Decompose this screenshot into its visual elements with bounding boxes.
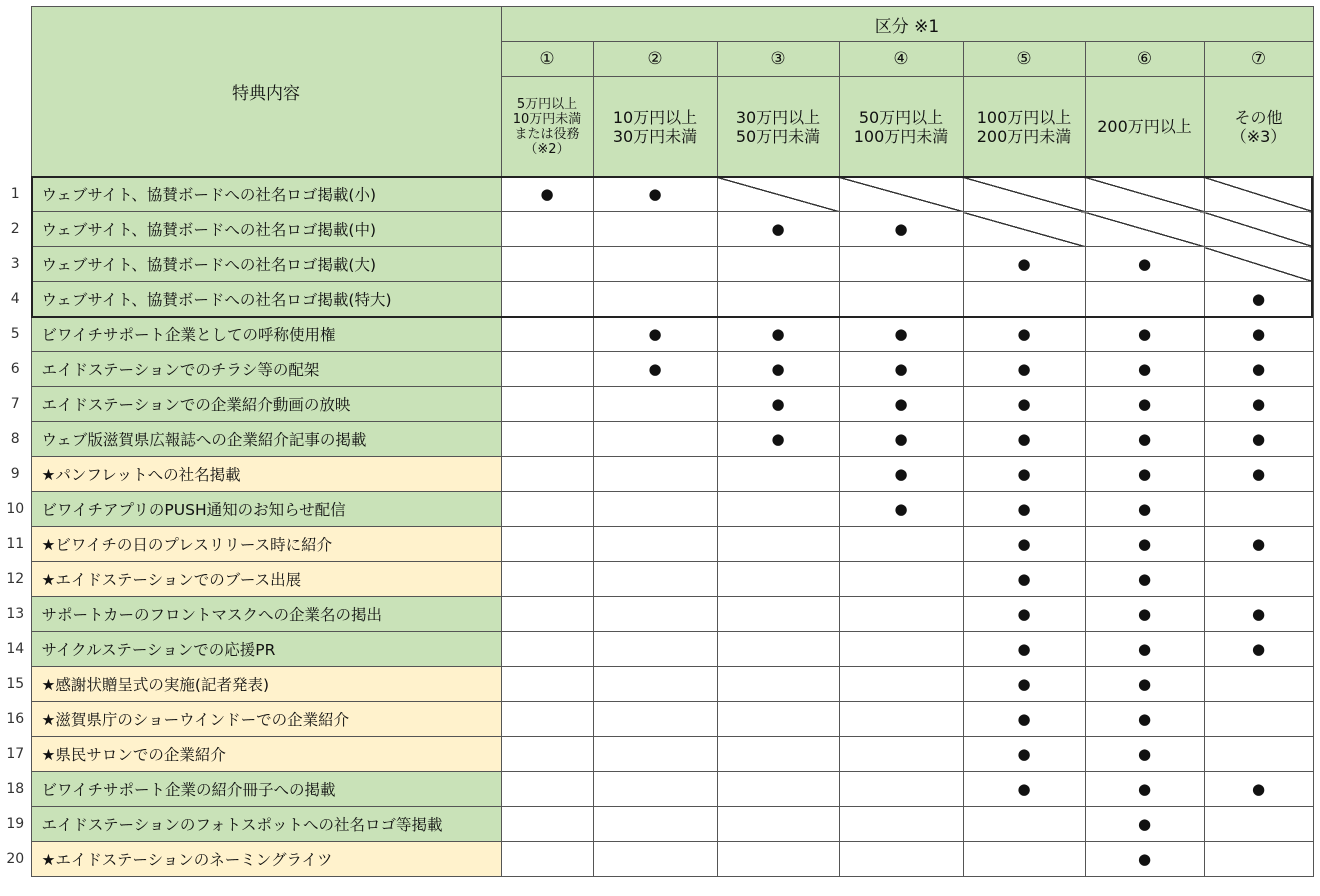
column-range-line: 10万円以上 xyxy=(612,107,698,127)
column-number-6: ⑥ xyxy=(1085,42,1204,77)
row-number: 12 xyxy=(6,571,25,587)
header-category-label: 区分 ※1 xyxy=(501,7,1313,42)
not-applicable-cell xyxy=(1204,212,1313,247)
row-number: 2 xyxy=(10,221,20,237)
applicable-mark: ● xyxy=(839,457,963,492)
empty-cell xyxy=(593,527,717,562)
applicable-mark: ● xyxy=(717,352,839,387)
empty-cell xyxy=(593,422,717,457)
applicable-mark: ● xyxy=(963,247,1085,282)
empty-cell xyxy=(501,492,593,527)
column-range-3 xyxy=(717,77,839,177)
applicable-mark: ● xyxy=(963,562,1085,597)
table-row xyxy=(0,387,1313,422)
column-range-line: （※3） xyxy=(1230,126,1287,146)
column-number-2: ② xyxy=(593,42,717,77)
applicable-mark: ● xyxy=(501,177,593,212)
applicable-mark: ● xyxy=(839,492,963,527)
column-number-7: ⑦ xyxy=(1204,42,1313,77)
applicable-mark: ● xyxy=(963,772,1085,807)
applicable-mark: ● xyxy=(963,457,1085,492)
empty-cell xyxy=(963,807,1085,842)
applicable-mark: ● xyxy=(1085,772,1204,807)
header-row-category xyxy=(0,7,1313,42)
applicable-mark: ● xyxy=(1204,457,1313,492)
table-row xyxy=(0,597,1313,632)
applicable-mark: ● xyxy=(1085,247,1204,282)
applicable-mark: ● xyxy=(1085,527,1204,562)
benefit-label: ウェブサイト、協賛ボードへの社名ロゴ掲載(特大) xyxy=(31,282,501,317)
column-number-5: ⑤ xyxy=(963,42,1085,77)
empty-cell xyxy=(1204,807,1313,842)
row-number: 19 xyxy=(6,816,25,832)
row-number: 4 xyxy=(10,291,20,307)
row-number: 20 xyxy=(6,851,25,867)
column-range-4 xyxy=(839,77,963,177)
empty-cell xyxy=(839,527,963,562)
applicable-mark: ● xyxy=(839,212,963,247)
table-row xyxy=(0,247,1313,282)
empty-cell xyxy=(593,387,717,422)
not-applicable-cell xyxy=(1085,212,1204,247)
column-range-line: 100万円以上 xyxy=(976,107,1072,127)
row-number: 17 xyxy=(6,746,25,762)
empty-cell xyxy=(593,492,717,527)
column-range-line: その他 xyxy=(1234,107,1283,127)
table-row xyxy=(0,562,1313,597)
empty-cell xyxy=(963,282,1085,317)
table-row xyxy=(0,457,1313,492)
column-range-line: 10万円未満 xyxy=(512,111,582,127)
benefit-label: ウェブサイト、協賛ボードへの社名ロゴ掲載(大) xyxy=(31,247,501,282)
benefit-label: ウェブサイト、協賛ボードへの社名ロゴ掲載(中) xyxy=(31,212,501,247)
applicable-mark: ● xyxy=(1085,597,1204,632)
applicable-mark: ● xyxy=(963,422,1085,457)
empty-cell xyxy=(1204,737,1313,772)
empty-cell xyxy=(1204,562,1313,597)
empty-cell xyxy=(839,702,963,737)
empty-cell xyxy=(501,457,593,492)
empty-cell xyxy=(501,317,593,352)
applicable-mark: ● xyxy=(1085,387,1204,422)
empty-cell xyxy=(717,527,839,562)
column-range-line: 30万円未満 xyxy=(612,126,698,146)
row-number: 9 xyxy=(10,466,20,482)
empty-cell xyxy=(839,632,963,667)
empty-cell xyxy=(839,737,963,772)
benefit-label: エイドステーションでのチラシ等の配架 xyxy=(31,352,501,387)
table-row xyxy=(0,352,1313,387)
column-number-3: ③ xyxy=(717,42,839,77)
empty-cell xyxy=(839,842,963,877)
table-row xyxy=(0,807,1313,842)
benefit-label: エイドステーションでの企業紹介動画の放映 xyxy=(31,387,501,422)
empty-cell xyxy=(501,422,593,457)
empty-cell xyxy=(501,667,593,702)
empty-cell xyxy=(593,457,717,492)
applicable-mark: ● xyxy=(1085,492,1204,527)
empty-cell xyxy=(717,807,839,842)
empty-cell xyxy=(593,282,717,317)
applicable-mark: ● xyxy=(963,632,1085,667)
empty-cell xyxy=(501,387,593,422)
applicable-mark: ● xyxy=(963,527,1085,562)
not-applicable-cell xyxy=(1204,247,1313,282)
empty-cell xyxy=(717,457,839,492)
empty-cell xyxy=(593,702,717,737)
applicable-mark: ● xyxy=(1204,352,1313,387)
column-range-line: （※2） xyxy=(524,141,570,157)
empty-cell xyxy=(1085,282,1204,317)
column-range-6 xyxy=(1085,77,1204,177)
benefit-label: ★ビワイチの日のプレスリリース時に紹介 xyxy=(31,527,501,562)
table-row xyxy=(0,772,1313,807)
not-applicable-cell xyxy=(1204,177,1313,212)
applicable-mark: ● xyxy=(839,387,963,422)
empty-cell xyxy=(717,667,839,702)
empty-cell xyxy=(593,772,717,807)
applicable-mark: ● xyxy=(1204,632,1313,667)
table-row xyxy=(0,632,1313,667)
empty-cell xyxy=(501,527,593,562)
column-range-1 xyxy=(501,77,593,177)
applicable-mark: ● xyxy=(839,317,963,352)
empty-cell xyxy=(717,597,839,632)
column-number-1: ① xyxy=(501,42,593,77)
table-row xyxy=(0,842,1313,877)
empty-cell xyxy=(593,807,717,842)
header-feature-label: 特典内容 xyxy=(31,7,501,177)
row-number: 16 xyxy=(6,711,25,727)
empty-cell xyxy=(839,282,963,317)
benefit-label: ウェブ版滋賀県広報誌への企業紹介記事の掲載 xyxy=(31,422,501,457)
applicable-mark: ● xyxy=(593,317,717,352)
empty-cell xyxy=(1204,702,1313,737)
applicable-mark: ● xyxy=(1204,597,1313,632)
applicable-mark: ● xyxy=(839,422,963,457)
applicable-mark: ● xyxy=(963,667,1085,702)
empty-cell xyxy=(717,842,839,877)
empty-cell xyxy=(593,562,717,597)
empty-cell xyxy=(1204,667,1313,702)
table-row xyxy=(0,667,1313,702)
table-row xyxy=(0,737,1313,772)
empty-cell xyxy=(593,597,717,632)
applicable-mark: ● xyxy=(1085,562,1204,597)
empty-cell xyxy=(501,737,593,772)
applicable-mark: ● xyxy=(1085,317,1204,352)
applicable-mark: ● xyxy=(1204,527,1313,562)
table-row xyxy=(0,317,1313,352)
applicable-mark: ● xyxy=(963,702,1085,737)
column-range-line: 100万円未満 xyxy=(853,126,949,146)
column-range-5 xyxy=(963,77,1085,177)
benefit-label: ウェブサイト、協賛ボードへの社名ロゴ掲載(小) xyxy=(31,177,501,212)
applicable-mark: ● xyxy=(717,317,839,352)
empty-cell xyxy=(501,212,593,247)
not-applicable-cell xyxy=(839,177,963,212)
applicable-mark: ● xyxy=(963,737,1085,772)
benefits-table xyxy=(0,6,1314,877)
empty-cell xyxy=(1204,842,1313,877)
empty-cell xyxy=(839,807,963,842)
applicable-mark: ● xyxy=(963,492,1085,527)
applicable-mark: ● xyxy=(1204,422,1313,457)
empty-cell xyxy=(501,702,593,737)
applicable-mark: ● xyxy=(963,317,1085,352)
benefit-label: ★県民サロンでの企業紹介 xyxy=(31,737,501,772)
empty-cell xyxy=(501,247,593,282)
empty-cell xyxy=(1204,492,1313,527)
applicable-mark: ● xyxy=(1085,807,1204,842)
empty-cell xyxy=(839,597,963,632)
empty-cell xyxy=(839,562,963,597)
benefit-label: エイドステーションのフォトスポットへの社名ロゴ等掲載 xyxy=(31,807,501,842)
empty-cell xyxy=(717,492,839,527)
empty-cell xyxy=(593,737,717,772)
benefit-label: ★滋賀県庁のショーウインドーでの企業紹介 xyxy=(31,702,501,737)
empty-cell xyxy=(717,562,839,597)
applicable-mark: ● xyxy=(963,387,1085,422)
column-range-line: 200万円未満 xyxy=(976,126,1072,146)
table-row xyxy=(0,702,1313,737)
empty-cell xyxy=(839,667,963,702)
table-row xyxy=(0,212,1313,247)
benefit-label: ビワイチサポート企業の紹介冊子への掲載 xyxy=(31,772,501,807)
column-range-line: または役務 xyxy=(514,126,580,142)
table-row xyxy=(0,527,1313,562)
benefit-label: ★感謝状贈呈式の実施(記者発表) xyxy=(31,667,501,702)
not-applicable-cell xyxy=(963,212,1085,247)
table-row xyxy=(0,282,1313,317)
empty-cell xyxy=(501,352,593,387)
row-number: 5 xyxy=(10,326,20,342)
applicable-mark: ● xyxy=(1204,282,1313,317)
applicable-mark: ● xyxy=(593,177,717,212)
column-range-line: 50万円以上 xyxy=(858,107,944,127)
benefit-label: ビワイチサポート企業としての呼称使用権 xyxy=(31,317,501,352)
empty-cell xyxy=(501,282,593,317)
applicable-mark: ● xyxy=(717,387,839,422)
empty-cell xyxy=(717,702,839,737)
applicable-mark: ● xyxy=(717,212,839,247)
empty-cell xyxy=(717,632,839,667)
applicable-mark: ● xyxy=(1085,702,1204,737)
empty-cell xyxy=(501,632,593,667)
applicable-mark: ● xyxy=(1204,387,1313,422)
benefit-label: ビワイチアプリのPUSH通知のお知らせ配信 xyxy=(31,492,501,527)
row-number: 10 xyxy=(6,501,25,517)
empty-cell xyxy=(839,247,963,282)
column-range-line: 200万円以上 xyxy=(1097,117,1192,136)
empty-cell xyxy=(593,632,717,667)
column-range-2 xyxy=(593,77,717,177)
applicable-mark: ● xyxy=(1204,772,1313,807)
empty-cell xyxy=(501,772,593,807)
empty-cell xyxy=(593,247,717,282)
empty-cell xyxy=(963,842,1085,877)
benefit-label: ★パンフレットへの社名掲載 xyxy=(31,457,501,492)
empty-cell xyxy=(839,772,963,807)
benefit-label: サポートカーのフロントマスクへの企業名の掲出 xyxy=(31,597,501,632)
not-applicable-cell xyxy=(717,177,839,212)
table-row xyxy=(0,492,1313,527)
column-range-7 xyxy=(1204,77,1313,177)
benefit-label: ★エイドステーションのネーミングライツ xyxy=(31,842,501,877)
applicable-mark: ● xyxy=(1085,632,1204,667)
column-number-4: ④ xyxy=(839,42,963,77)
not-applicable-cell xyxy=(1085,177,1204,212)
row-number: 7 xyxy=(10,396,20,412)
applicable-mark: ● xyxy=(1085,737,1204,772)
row-number: 13 xyxy=(6,606,25,622)
applicable-mark: ● xyxy=(839,352,963,387)
row-number: 15 xyxy=(6,676,25,692)
empty-cell xyxy=(501,562,593,597)
benefit-label: サイクルステーションでの応援PR xyxy=(31,632,501,667)
row-number: 6 xyxy=(10,361,20,377)
applicable-mark: ● xyxy=(1204,317,1313,352)
header-spacer xyxy=(0,7,31,177)
row-number: 18 xyxy=(6,781,25,797)
empty-cell xyxy=(593,212,717,247)
empty-cell xyxy=(593,842,717,877)
row-number: 3 xyxy=(10,256,20,272)
empty-cell xyxy=(593,667,717,702)
applicable-mark: ● xyxy=(963,597,1085,632)
empty-cell xyxy=(717,772,839,807)
empty-cell xyxy=(501,597,593,632)
table-row xyxy=(0,177,1313,212)
empty-cell xyxy=(717,737,839,772)
empty-cell xyxy=(717,282,839,317)
column-range-line: 50万円未満 xyxy=(735,126,821,146)
row-number: 1 xyxy=(10,186,20,202)
applicable-mark: ● xyxy=(1085,842,1204,877)
column-range-line: 30万円以上 xyxy=(735,107,821,127)
empty-cell xyxy=(501,842,593,877)
benefit-label: ★エイドステーションでのブース出展 xyxy=(31,562,501,597)
not-applicable-cell xyxy=(963,177,1085,212)
applicable-mark: ● xyxy=(963,352,1085,387)
empty-cell xyxy=(717,247,839,282)
applicable-mark: ● xyxy=(717,422,839,457)
applicable-mark: ● xyxy=(1085,667,1204,702)
applicable-mark: ● xyxy=(593,352,717,387)
row-number: 11 xyxy=(6,536,25,552)
applicable-mark: ● xyxy=(1085,422,1204,457)
empty-cell xyxy=(501,807,593,842)
table-row xyxy=(0,422,1313,457)
column-range-line: 5万円以上 xyxy=(516,96,578,112)
row-number: 14 xyxy=(6,641,25,657)
applicable-mark: ● xyxy=(1085,457,1204,492)
applicable-mark: ● xyxy=(1085,352,1204,387)
row-number: 8 xyxy=(10,431,20,447)
